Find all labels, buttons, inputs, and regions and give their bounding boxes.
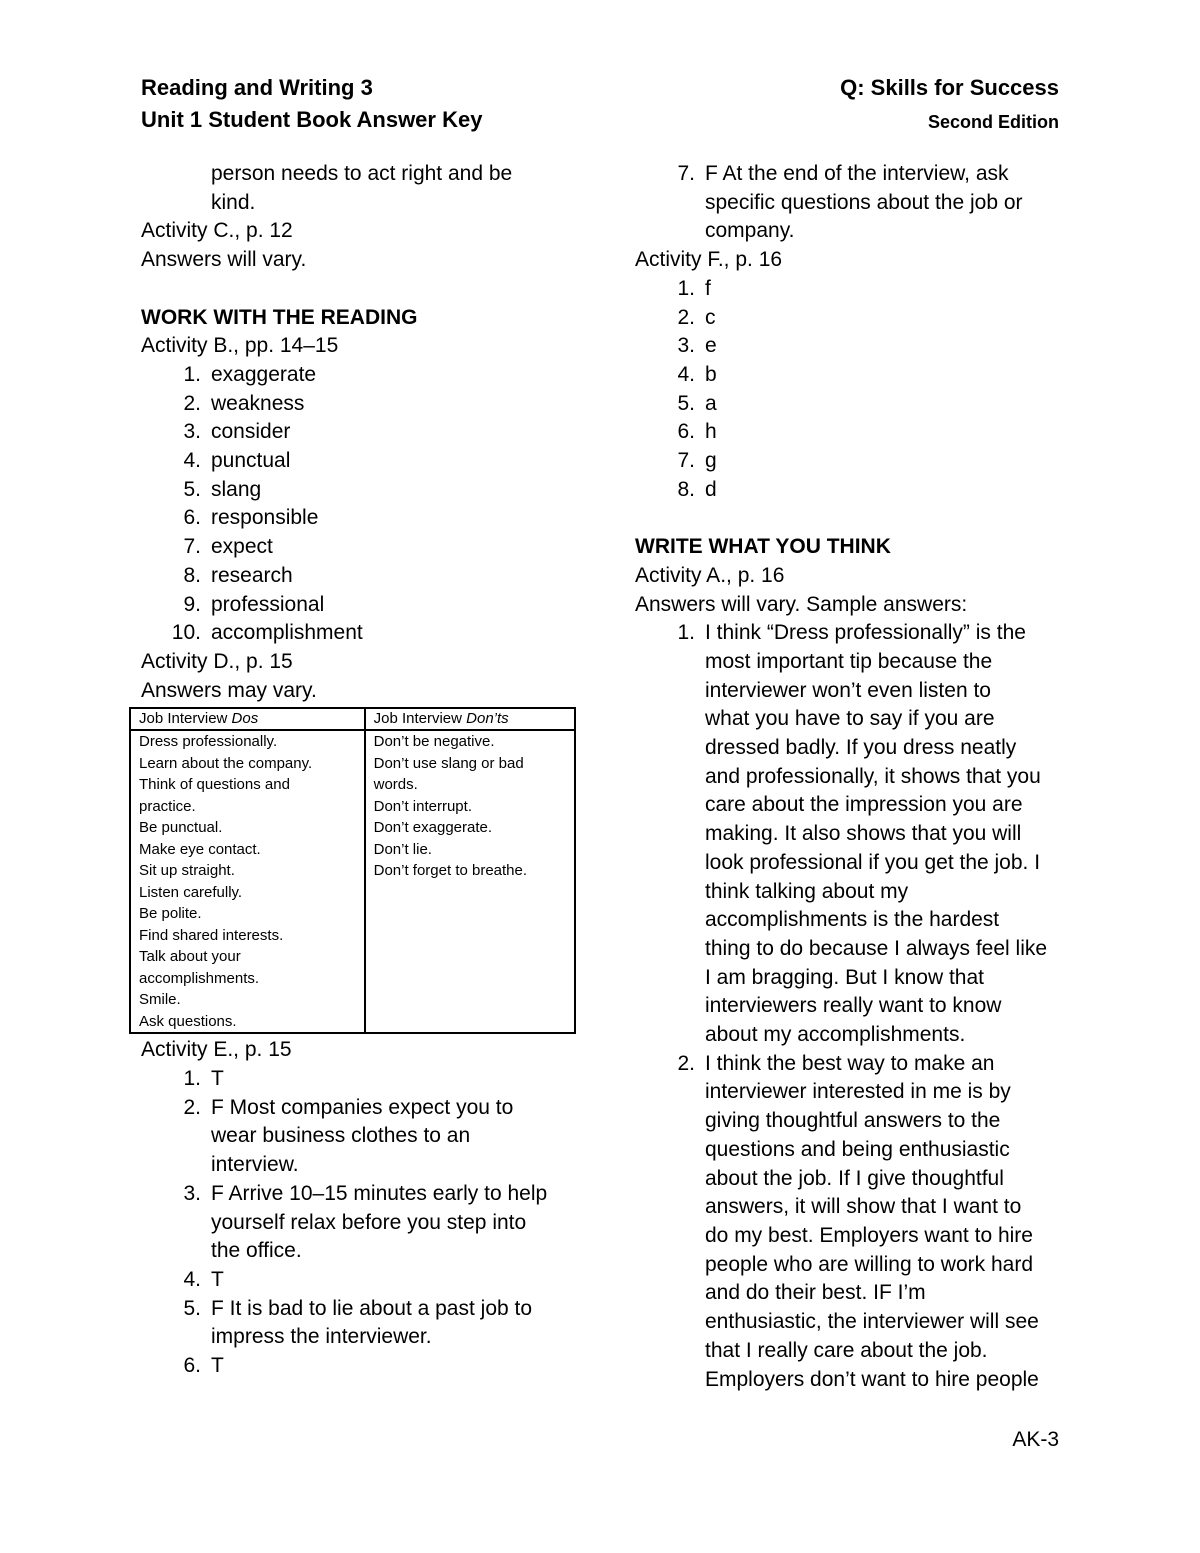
- list-item: [635, 619, 1065, 1050]
- donts-line: Don’t forget to breathe.: [373, 862, 528, 880]
- list-number: 3.: [183, 420, 201, 444]
- list-number: 9.: [183, 592, 201, 616]
- page-number: AK-3: [1012, 1428, 1059, 1451]
- list-item: [141, 1180, 601, 1266]
- series-title: Q: Skills for Success: [840, 75, 1059, 100]
- list-text: weakness: [211, 391, 305, 415]
- list-item: [141, 476, 601, 505]
- list-text: f: [705, 276, 711, 300]
- list-number: 6.: [183, 1354, 201, 1378]
- list-item: [141, 1295, 601, 1352]
- dos-header: Job Interview Dos: [130, 708, 365, 730]
- list-text: punctual: [211, 449, 291, 473]
- text-line: person needs to act right and be: [211, 162, 513, 185]
- dos-line: Find shared interests.: [139, 926, 284, 944]
- activity-e-list: [141, 1065, 601, 1381]
- dos-line: Ask questions.: [139, 1012, 237, 1030]
- list-item: [141, 447, 601, 476]
- activity-a-list: [635, 619, 1065, 1394]
- list-number: 7.: [677, 449, 695, 473]
- list-text: d: [705, 477, 717, 501]
- activity-f-list: [635, 275, 1065, 505]
- donts-header: Job Interview Don’ts: [365, 708, 575, 730]
- donts-line: Don’t interrupt.: [373, 797, 472, 815]
- dos-line: practice.: [139, 797, 196, 815]
- list-item: [141, 1266, 601, 1295]
- list-text: h: [705, 420, 717, 444]
- activity-b-title: Activity B., pp. 14–15: [141, 334, 339, 358]
- dos-donts-table: [129, 707, 576, 1034]
- dos-line: Dress professionally.: [139, 733, 278, 751]
- answer-key-title: Unit 1 Student Book Answer Key: [141, 107, 483, 132]
- list-text: responsible: [211, 506, 319, 530]
- list-number: 2.: [677, 305, 695, 329]
- dos-line: Sit up straight.: [139, 862, 235, 880]
- book-title: Reading and Writing 3: [141, 75, 373, 100]
- dos-line: Be polite.: [139, 905, 202, 923]
- list-text: expect: [211, 535, 273, 559]
- dos-line: Be punctual.: [139, 819, 223, 837]
- activity-a-answer: Answers will vary. Sample answers:: [635, 592, 968, 616]
- activity-a-title: Activity A., p. 16: [635, 563, 785, 587]
- dos-line: Listen carefully.: [139, 883, 243, 901]
- list-item: [141, 591, 601, 620]
- list-number: 4.: [183, 1267, 201, 1291]
- list-number: 7.: [183, 535, 201, 559]
- dos-line: Talk about your: [139, 948, 241, 966]
- list-item: [635, 361, 1065, 390]
- list-text: research: [211, 563, 293, 587]
- list-item: [141, 1065, 601, 1094]
- dos-line: Make eye contact.: [139, 840, 261, 858]
- list-text: g: [705, 449, 717, 473]
- list-text: a: [705, 391, 717, 415]
- dos-line: accomplishments.: [139, 969, 260, 987]
- list-text: b: [705, 362, 717, 386]
- list-item: [141, 418, 601, 447]
- list-item: [635, 275, 1065, 304]
- donts-cell: [365, 730, 575, 1033]
- activity-c-title: Activity C., p. 12: [141, 219, 293, 243]
- list-item: [141, 504, 601, 533]
- list-number: 5.: [677, 391, 695, 415]
- list-item: [141, 361, 601, 390]
- activity-f-title: Activity F., p. 16: [635, 248, 783, 272]
- text-line: kind.: [211, 190, 256, 214]
- list-item: [141, 533, 601, 562]
- list-number: 1.: [677, 621, 695, 645]
- activity-e-title: Activity E., p. 15: [141, 1038, 292, 1062]
- activity-b-list: [141, 361, 601, 648]
- list-number: 3.: [183, 1181, 201, 1205]
- dos-line: Think of questions and: [139, 776, 290, 794]
- donts-line: Don’t use slang or bad: [373, 754, 524, 772]
- left-column: [141, 160, 601, 1381]
- list-number: 4.: [677, 362, 695, 386]
- list-number: 4.: [183, 449, 201, 473]
- section-heading-write: WRITE WHAT YOU THINK: [635, 535, 891, 559]
- list-item: [635, 304, 1065, 333]
- carryover-text: [141, 160, 601, 217]
- list-text: exaggerate: [211, 362, 317, 386]
- dos-cell: [130, 730, 365, 1033]
- list-number: 6.: [183, 506, 201, 530]
- right-column: [635, 160, 1065, 1394]
- activity-d-answer: Answers may vary.: [141, 678, 317, 702]
- list-number: 1.: [677, 276, 695, 300]
- list-text: e: [705, 334, 717, 358]
- list-text: F It is bad to lie about a past job to impress the interviewer.: [211, 1296, 533, 1349]
- list-item: [141, 619, 601, 648]
- list-number: 2.: [183, 391, 201, 415]
- list-text: accomplishment: [211, 621, 363, 645]
- list-number: 10.: [171, 621, 201, 645]
- list-text: I think “Dress professionally” is the most important tip because the interviewer won’t even listen to what you have to say if you are dressed badly. If you dress neatly and professionally, it shows that you care about the impression you are making. It also shows that you will look professional if you get the job. I think talking about my accomplishments is the hardest thing to do because I always feel like I am bragging. But I know that interviewers really want to know about my accomplishments.: [705, 621, 1048, 1047]
- list-text: F Most companies expect you to wear business clothes to an interview.: [211, 1095, 514, 1177]
- list-item: [635, 418, 1065, 447]
- list-text: T: [211, 1067, 224, 1091]
- list-number: 3.: [677, 334, 695, 358]
- list-text: I think the best way to make an interviewer interested in me is by giving thoughtful answers to the questions and being enthusiastic about the job. If I give thoughtful answers, it will show that I want to do my best. Employers want to hire people who are willing to work hard and do their best. IF I’m enthusiastic, the interviewer will see that I really care about the job. Employers don’t want to hire people: [705, 1051, 1039, 1391]
- list-number: 5.: [183, 477, 201, 501]
- list-number: 8.: [183, 563, 201, 587]
- list-text: slang: [211, 477, 262, 501]
- list-number: 1.: [183, 1067, 201, 1091]
- activity-c-answer: Answers will vary.: [141, 248, 307, 272]
- list-text: professional: [211, 592, 325, 616]
- list-number: 5.: [183, 1296, 201, 1320]
- list-item: [635, 447, 1065, 476]
- list-number: 2.: [183, 1095, 201, 1119]
- list-text: c: [705, 305, 716, 329]
- list-item: [635, 476, 1065, 505]
- list-text: consider: [211, 420, 291, 444]
- list-number: 2.: [677, 1051, 695, 1075]
- list-number: 6.: [677, 420, 695, 444]
- list-text: T: [211, 1267, 224, 1291]
- list-item: [141, 390, 601, 419]
- section-heading-reading: WORK WITH THE READING: [141, 305, 418, 329]
- donts-line: Don’t exaggerate.: [373, 819, 493, 837]
- list-number: 7.: [677, 162, 695, 185]
- edition-label: Second Edition: [927, 112, 1059, 132]
- activity-d-title: Activity D., p. 15: [141, 649, 293, 673]
- list-text: F At the end of the interview, ask specific questions about the job or company.: [705, 162, 1023, 243]
- donts-line: words.: [373, 776, 418, 794]
- list-item: [635, 332, 1065, 361]
- list-item: [141, 1094, 601, 1180]
- list-text: F Arrive 10–15 minutes early to help yourself relax before you step into the office.: [211, 1181, 548, 1263]
- list-text: T: [211, 1354, 224, 1378]
- list-item: [635, 1050, 1065, 1394]
- list-item: [635, 390, 1065, 419]
- list-item: [141, 562, 601, 591]
- list-item: [635, 160, 1065, 246]
- dos-line: Smile.: [139, 991, 181, 1009]
- list-item: [141, 1352, 601, 1381]
- list-number: 1.: [183, 362, 201, 386]
- donts-line: Don’t lie.: [373, 840, 432, 858]
- dos-line: Learn about the company.: [139, 754, 313, 772]
- list-number: 8.: [677, 477, 695, 501]
- donts-line: Don’t be negative.: [373, 733, 495, 751]
